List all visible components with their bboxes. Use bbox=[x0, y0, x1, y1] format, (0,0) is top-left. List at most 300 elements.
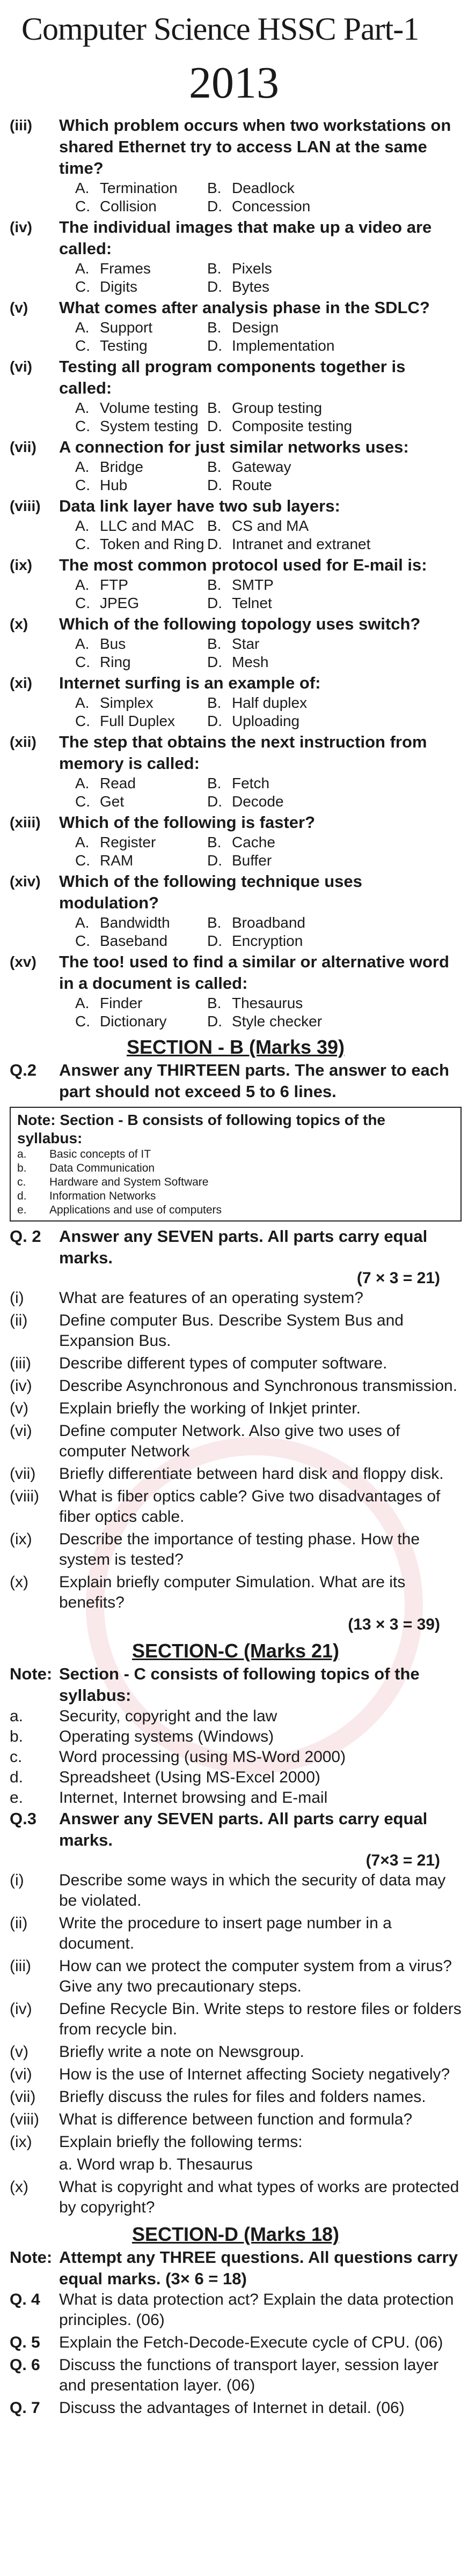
option-letter: A. bbox=[75, 458, 90, 475]
topic-text: Data Communication bbox=[49, 1162, 155, 1174]
mcq-question: The step that obtains the next instruction from memory is called: bbox=[59, 732, 427, 773]
option-letter: A. bbox=[75, 694, 90, 711]
long-question-marks: (06) bbox=[136, 2311, 165, 2329]
option-text: Encryption bbox=[232, 932, 303, 949]
mcq-number: (vii) bbox=[10, 439, 36, 455]
mcq-number: (viii) bbox=[10, 498, 41, 514]
q2-parts-number: Q. 2 bbox=[10, 1227, 41, 1246]
short-question-number bbox=[10, 2155, 59, 2175]
topic-text: Operating systems (Windows) bbox=[59, 1728, 274, 1745]
mcq-question: A connection for just similar networks uses: bbox=[59, 438, 409, 456]
mcq-question: Which of the following topology uses switch? bbox=[59, 615, 421, 633]
mcq-options bbox=[10, 399, 462, 435]
short-question bbox=[10, 2064, 462, 2085]
q2-header bbox=[10, 1060, 462, 1102]
mcq-question-line bbox=[10, 115, 462, 179]
option-text: Read bbox=[100, 775, 136, 791]
short-question bbox=[10, 1956, 462, 1997]
note-topic bbox=[17, 1189, 454, 1203]
mcq-item bbox=[10, 554, 462, 612]
short-question-number: (iv) bbox=[10, 2000, 32, 2018]
option-text: Concession bbox=[232, 198, 311, 214]
mcq-number: (v) bbox=[10, 299, 28, 316]
topic-letter: a. bbox=[17, 1148, 27, 1160]
mcq-options bbox=[10, 635, 462, 671]
note-topic bbox=[17, 1203, 454, 1217]
short-question bbox=[10, 1999, 462, 2040]
short-question-text: Explain briefly computer Simulation. What are its benefits? bbox=[59, 1573, 406, 1611]
note-topic bbox=[10, 1788, 462, 1808]
short-question bbox=[10, 1486, 462, 1527]
short-question bbox=[10, 1311, 462, 1351]
short-question bbox=[10, 2042, 462, 2062]
short-question bbox=[10, 1529, 462, 1570]
short-question-text: Briefly discuss the rules for files and folders names. bbox=[59, 2088, 426, 2106]
option-text: Testing bbox=[100, 337, 148, 354]
long-question bbox=[10, 2333, 462, 2353]
short-question-number: (ii) bbox=[10, 1312, 28, 1329]
option-letter: B. bbox=[207, 576, 222, 593]
mcq-options bbox=[10, 458, 462, 494]
option-letter: A. bbox=[75, 635, 90, 652]
option-letter: A. bbox=[75, 995, 90, 1011]
option-text: Route bbox=[232, 477, 272, 493]
mcq-item bbox=[10, 115, 462, 216]
topic-text: Word processing (using MS-Word 2000) bbox=[59, 1748, 346, 1766]
long-question bbox=[10, 2290, 462, 2330]
long-question-text: Discuss the advantages of Internet in detail. bbox=[59, 2399, 372, 2417]
mcq-item bbox=[10, 672, 462, 730]
option-text: Dictionary bbox=[100, 1013, 167, 1030]
short-question bbox=[10, 1421, 462, 1462]
short-question-number: (viii) bbox=[10, 2111, 39, 2128]
option-letter: D. bbox=[207, 595, 222, 611]
short-question bbox=[10, 1572, 462, 1613]
short-question-number: (vi) bbox=[10, 1422, 32, 1440]
mcq-item bbox=[10, 217, 462, 296]
option-letter: A. bbox=[75, 180, 90, 196]
option-text: Group testing bbox=[232, 399, 323, 416]
long-question-body bbox=[59, 2290, 462, 2330]
option-text: Collision bbox=[100, 198, 157, 214]
option-letter: A. bbox=[75, 319, 90, 336]
option-text: LLC and MAC bbox=[100, 517, 194, 534]
mcq-question: Which problem occurs when two workstations on shared Ethernet try to access LAN at the same time? bbox=[59, 116, 451, 177]
mcq-question: Data link layer have two sub layers: bbox=[59, 497, 340, 515]
mcq-question-line bbox=[10, 812, 462, 833]
mcq-item bbox=[10, 871, 462, 950]
short-question bbox=[10, 1353, 462, 1374]
short-question-text: Briefly write a note on Newsgroup. bbox=[59, 2043, 304, 2061]
short-question-text: Describe the importance of testing phase. How the system is tested? bbox=[59, 1530, 420, 1568]
option-text: Gateway bbox=[232, 458, 291, 475]
topic-text: Information Networks bbox=[49, 1190, 156, 1202]
short-question bbox=[10, 1376, 462, 1396]
option-text: Uploading bbox=[232, 713, 300, 729]
mcq-question-line bbox=[10, 436, 462, 458]
section-d-title: SECTION-D (Marks 18) bbox=[131, 2223, 340, 2245]
option-text: Digits bbox=[100, 278, 138, 295]
option-text: Broadband bbox=[232, 914, 306, 931]
note-topic bbox=[17, 1148, 454, 1161]
mcq-question-line bbox=[10, 297, 462, 319]
option-text: Buffer bbox=[232, 852, 272, 869]
option-text: Telnet bbox=[232, 595, 272, 611]
note-marks: (3× 6 = 18) bbox=[165, 2269, 247, 2288]
long-question-number: Q. 4 bbox=[10, 2291, 40, 2308]
mcq-options bbox=[10, 517, 462, 553]
long-question-marks: (06) bbox=[376, 2399, 405, 2417]
long-question-body bbox=[59, 2398, 462, 2418]
option-letter: B. bbox=[207, 260, 222, 277]
section-c-note bbox=[10, 1663, 462, 1808]
topic-text: Hardware and System Software bbox=[49, 1176, 209, 1188]
mcq-options bbox=[10, 994, 462, 1031]
long-question-text: What is data protection act? Explain the data protection principles. bbox=[59, 2291, 454, 2329]
mcq-question-line bbox=[10, 871, 462, 914]
option-letter: D. bbox=[207, 1013, 222, 1030]
option-letter: A. bbox=[75, 834, 90, 850]
mcq-question: Testing all program components together is called: bbox=[59, 357, 406, 397]
option-letter: A. bbox=[75, 576, 90, 593]
option-letter: B. bbox=[207, 834, 222, 850]
mcq-number: (ix) bbox=[10, 557, 32, 573]
q2-text: Answer any THIRTEEN parts. The answer to each part should not exceed 5 to 6 lines. bbox=[59, 1061, 449, 1101]
short-question bbox=[10, 1398, 462, 1419]
option-text: Decode bbox=[232, 793, 284, 810]
mcq-question: The too! used to find a similar or alternative word in a document is called: bbox=[59, 952, 449, 993]
option-letter: A. bbox=[75, 260, 90, 277]
option-text: Deadlock bbox=[232, 180, 295, 196]
mcq-number: (xv) bbox=[10, 953, 36, 970]
topic-letter: e. bbox=[10, 1789, 24, 1807]
short-question bbox=[10, 2109, 462, 2130]
short-question-text: Describe some ways in which the security of data may be violated. bbox=[59, 1871, 446, 1909]
q3-text: Answer any SEVEN parts. All parts carry equal marks. bbox=[59, 1809, 428, 1849]
option-text: Token and Ring bbox=[100, 536, 204, 552]
q2-parts-header bbox=[10, 1226, 462, 1269]
mcq-number: (xiv) bbox=[10, 873, 41, 890]
option-letter: D. bbox=[207, 337, 222, 354]
topic-letter: d. bbox=[10, 1768, 24, 1786]
topic-letter: c. bbox=[10, 1748, 23, 1766]
q3-number: Q.3 bbox=[10, 1809, 36, 1828]
mcq-item bbox=[10, 951, 462, 1031]
option-letter: D. bbox=[207, 932, 222, 949]
option-text: Hub bbox=[100, 477, 128, 493]
note-topic bbox=[10, 1706, 462, 1727]
short-question-number: (ix) bbox=[10, 1530, 32, 1548]
option-text: Get bbox=[100, 793, 125, 810]
note-heading bbox=[10, 1663, 462, 1706]
note-topic bbox=[10, 1767, 462, 1788]
option-text: Implementation bbox=[232, 337, 335, 354]
long-question-number: Q. 7 bbox=[10, 2399, 40, 2417]
short-question-text: Explain briefly the working of Inkjet printer. bbox=[59, 1400, 361, 1417]
short-question-number: (ix) bbox=[10, 2133, 32, 2151]
option-text: Simplex bbox=[100, 694, 153, 711]
long-question-marks: (06) bbox=[226, 2377, 255, 2394]
short-question-number: (vii) bbox=[10, 2088, 36, 2106]
note-topic bbox=[10, 1747, 462, 1767]
option-text: Volume testing bbox=[100, 399, 199, 416]
option-letter: A. bbox=[75, 914, 90, 931]
short-question-text: a. Word wrap b. Thesaurus bbox=[59, 2156, 253, 2173]
short-question-number: (x) bbox=[10, 1573, 28, 1591]
short-question-text: What is fiber optics cable? Give two disadvantages of fiber optics cable. bbox=[59, 1487, 441, 1526]
option-letter: A. bbox=[75, 399, 90, 416]
option-letter: D. bbox=[207, 852, 222, 869]
option-letter: B. bbox=[207, 775, 222, 791]
option-text: Register bbox=[100, 834, 156, 850]
short-question-text: What is copyright and what types of works are protected by copyright? bbox=[59, 2178, 459, 2216]
topic-text: Security, copyright and the law bbox=[59, 1707, 277, 1725]
mcq-item bbox=[10, 613, 462, 671]
mcq-question-line bbox=[10, 731, 462, 774]
option-text: Ring bbox=[100, 654, 131, 670]
short-question-number: (viii) bbox=[10, 1487, 39, 1505]
option-text: Cache bbox=[232, 834, 275, 850]
short-question-number: (ii) bbox=[10, 1914, 28, 1932]
option-text: Bridge bbox=[100, 458, 143, 475]
mcq-item bbox=[10, 812, 462, 870]
short-question-number: (v) bbox=[10, 2043, 28, 2061]
short-question-text: What is difference between function and formula? bbox=[59, 2111, 413, 2128]
option-text: Style checker bbox=[232, 1013, 323, 1030]
note-text: Section - B consists of following topics of the syllabus: bbox=[17, 1112, 386, 1146]
short-question-text: How can we protect the computer system from a virus? Give any two precautionary steps. bbox=[59, 1957, 452, 1995]
short-question bbox=[10, 2177, 462, 2218]
option-letter: B. bbox=[207, 517, 222, 534]
long-question-number: Q. 6 bbox=[10, 2356, 40, 2374]
option-letter: C. bbox=[75, 654, 90, 670]
option-letter: B. bbox=[207, 319, 222, 336]
option-letter: C. bbox=[75, 852, 90, 869]
option-letter: C. bbox=[75, 477, 90, 493]
option-letter: C. bbox=[75, 418, 90, 434]
topic-letter: b. bbox=[10, 1728, 24, 1745]
short-question-number: (v) bbox=[10, 1400, 28, 1417]
long-question-number: Q. 5 bbox=[10, 2334, 40, 2351]
short-question-text: Define Recycle Bin. Write steps to restore files or folders from recycle bin. bbox=[59, 2000, 462, 2038]
q2-marks: (7 × 3 = 21) bbox=[356, 1269, 440, 1287]
section-d-note bbox=[10, 2247, 462, 2290]
page-title: Computer Science HSSC Part-1 bbox=[21, 11, 419, 47]
option-letter: B. bbox=[207, 180, 222, 196]
short-question-text: Define computer Network. Also give two uses of computer Network bbox=[59, 1422, 400, 1460]
topic-letter: a. bbox=[10, 1707, 24, 1725]
mcq-number: (iii) bbox=[10, 117, 32, 134]
note-lead: Note: bbox=[10, 2248, 53, 2267]
short-question-number: (i) bbox=[10, 1871, 24, 1889]
option-letter: C. bbox=[75, 198, 90, 214]
option-text: Intranet and extranet bbox=[232, 536, 371, 552]
mcq-number: (xiii) bbox=[10, 814, 41, 831]
option-text: RAM bbox=[100, 852, 134, 869]
section-c-title: SECTION-C (Marks 21) bbox=[131, 1640, 340, 1662]
mcq-item bbox=[10, 495, 462, 553]
option-text: Support bbox=[100, 319, 153, 336]
long-question bbox=[10, 2355, 462, 2396]
q2-parts-text: Answer any SEVEN parts. All parts carry equal marks. bbox=[59, 1227, 428, 1267]
option-letter: B. bbox=[207, 635, 222, 652]
option-letter: D. bbox=[207, 198, 222, 214]
topic-letter: b. bbox=[17, 1162, 27, 1174]
mcq-options bbox=[10, 914, 462, 950]
option-text: Star bbox=[232, 635, 260, 652]
q3-header bbox=[10, 1808, 462, 1851]
mcq-number: (iv) bbox=[10, 219, 32, 235]
section-b-end-marks: (13 × 3 = 39) bbox=[348, 1616, 440, 1633]
mcq-question-line bbox=[10, 613, 462, 635]
option-letter: C. bbox=[75, 713, 90, 729]
mcq-number: (xii) bbox=[10, 734, 36, 750]
short-question-text: Describe Asynchronous and Synchronous transmission. bbox=[59, 1377, 458, 1395]
short-question-number: (x) bbox=[10, 2178, 28, 2196]
note-body bbox=[59, 2247, 462, 2290]
option-letter: C. bbox=[75, 1013, 90, 1030]
option-letter: C. bbox=[75, 595, 90, 611]
mcq-question-line bbox=[10, 554, 462, 576]
short-question-number: (vii) bbox=[10, 1465, 36, 1483]
mcq-number: (x) bbox=[10, 616, 28, 632]
mcq-question: What comes after analysis phase in the SDLC? bbox=[59, 298, 430, 317]
option-text: Composite testing bbox=[232, 418, 353, 434]
option-text: Mesh bbox=[232, 654, 269, 670]
option-letter: D. bbox=[207, 713, 222, 729]
option-letter: C. bbox=[75, 536, 90, 552]
topic-text: Spreadsheet (Using MS-Excel 2000) bbox=[59, 1768, 320, 1786]
long-question-body bbox=[59, 2355, 462, 2396]
topic-text: Basic concepts of IT bbox=[49, 1148, 151, 1160]
section-b-note bbox=[10, 1107, 462, 1222]
option-letter: D. bbox=[207, 418, 222, 434]
mcq-options bbox=[10, 833, 462, 870]
option-text: FTP bbox=[100, 576, 128, 593]
mcq-number: (vi) bbox=[10, 358, 32, 375]
note-text: Section - C consists of following topics of the syllabus: bbox=[59, 1664, 420, 1705]
option-text: Baseband bbox=[100, 932, 168, 949]
topic-text: Applications and use of computers bbox=[49, 1204, 222, 1216]
short-question-number: (iii) bbox=[10, 1354, 31, 1372]
short-question-text: Explain briefly the following terms: bbox=[59, 2133, 303, 2151]
topic-letter: d. bbox=[17, 1190, 27, 1202]
option-text: Bytes bbox=[232, 278, 270, 295]
mcq-item bbox=[10, 436, 462, 494]
note-topic bbox=[10, 1727, 462, 1747]
option-text: SMTP bbox=[232, 576, 274, 593]
short-question bbox=[10, 2132, 462, 2152]
option-letter: C. bbox=[75, 278, 90, 295]
option-letter: B. bbox=[207, 694, 222, 711]
short-question bbox=[10, 2087, 462, 2107]
option-letter: B. bbox=[207, 914, 222, 931]
long-question bbox=[10, 2398, 462, 2418]
option-text: System testing bbox=[100, 418, 199, 434]
option-text: Half duplex bbox=[232, 694, 308, 711]
long-question-text: Explain the Fetch-Decode-Execute cycle of CPU. bbox=[59, 2334, 410, 2351]
mcq-question: Which of the following technique uses modulation? bbox=[59, 872, 362, 912]
mcq-options bbox=[10, 694, 462, 730]
note-lead: Note: bbox=[10, 1664, 53, 1683]
topic-letter: c. bbox=[17, 1176, 26, 1188]
option-text: Fetch bbox=[232, 775, 270, 791]
option-letter: C. bbox=[75, 932, 90, 949]
section-b-title: SECTION - B (Marks 39) bbox=[126, 1036, 345, 1058]
short-question-number: (iii) bbox=[10, 1957, 31, 1975]
note-topic bbox=[17, 1161, 454, 1175]
long-question-body bbox=[59, 2333, 462, 2353]
short-question bbox=[10, 1913, 462, 1954]
q2-number: Q.2 bbox=[10, 1061, 36, 1079]
mcq-item bbox=[10, 731, 462, 811]
mcq-question: The individual images that make up a video are called: bbox=[59, 218, 432, 258]
option-text: Full Duplex bbox=[100, 713, 176, 729]
option-text: Pixels bbox=[232, 260, 272, 277]
short-question bbox=[10, 2155, 462, 2175]
mcq-options bbox=[10, 319, 462, 355]
option-letter: A. bbox=[75, 775, 90, 791]
short-question-number: (iv) bbox=[10, 1377, 32, 1395]
option-text: Frames bbox=[100, 260, 151, 277]
mcq-options bbox=[10, 179, 462, 216]
mcq-options bbox=[10, 774, 462, 811]
option-text: Bandwidth bbox=[100, 914, 170, 931]
option-letter: D. bbox=[207, 278, 222, 295]
option-letter: D. bbox=[207, 536, 222, 552]
exam-year: 2013 bbox=[189, 58, 279, 108]
short-question-text: Write the procedure to insert page number in a document. bbox=[59, 1914, 392, 1952]
note-text: Attempt any THREE questions. All questions carry equal marks. bbox=[59, 2248, 458, 2288]
mcq-item bbox=[10, 297, 462, 355]
option-text: Termination bbox=[100, 180, 178, 196]
short-question-text: Briefly differentiate between hard disk and floppy disk. bbox=[59, 1465, 444, 1483]
long-question-marks: (06) bbox=[414, 2334, 443, 2351]
short-question-text: Describe different types of computer software. bbox=[59, 1354, 387, 1372]
option-letter: D. bbox=[207, 477, 222, 493]
short-question bbox=[10, 1870, 462, 1911]
short-question-text: What are features of an operating system? bbox=[59, 1289, 363, 1307]
short-question-text: Define computer Bus. Describe System Bus and Expansion Bus. bbox=[59, 1312, 404, 1350]
option-text: Design bbox=[232, 319, 279, 336]
option-letter: D. bbox=[207, 654, 222, 670]
note-topic bbox=[17, 1175, 454, 1189]
long-question-text: Discuss the functions of transport layer, session layer and presentation layer. bbox=[59, 2356, 438, 2394]
mcq-question-line bbox=[10, 217, 462, 260]
mcq-item bbox=[10, 356, 462, 435]
option-letter: D. bbox=[207, 793, 222, 810]
mcq-question-line bbox=[10, 495, 462, 517]
option-text: Bus bbox=[100, 635, 126, 652]
mcq-options bbox=[10, 576, 462, 612]
topic-text: Internet, Internet browsing and E-mail bbox=[59, 1789, 328, 1807]
mcq-question-line bbox=[10, 356, 462, 399]
short-question bbox=[10, 1288, 462, 1308]
mcq-question: Which of the following is faster? bbox=[59, 813, 316, 832]
mcq-number: (xi) bbox=[10, 675, 32, 691]
mcq-question: The most common protocol used for E-mail is: bbox=[59, 556, 427, 574]
mcq-question-line bbox=[10, 951, 462, 994]
option-letter: C. bbox=[75, 793, 90, 810]
option-letter: C. bbox=[75, 337, 90, 354]
option-letter: B. bbox=[207, 458, 222, 475]
note-heading bbox=[17, 1111, 454, 1148]
short-question-number: (i) bbox=[10, 1289, 24, 1307]
option-text: Finder bbox=[100, 995, 143, 1011]
short-question-text: How is the use of Internet affecting Society negatively? bbox=[59, 2066, 450, 2083]
note-lead: Note: bbox=[17, 1112, 56, 1128]
option-letter: B. bbox=[207, 995, 222, 1011]
